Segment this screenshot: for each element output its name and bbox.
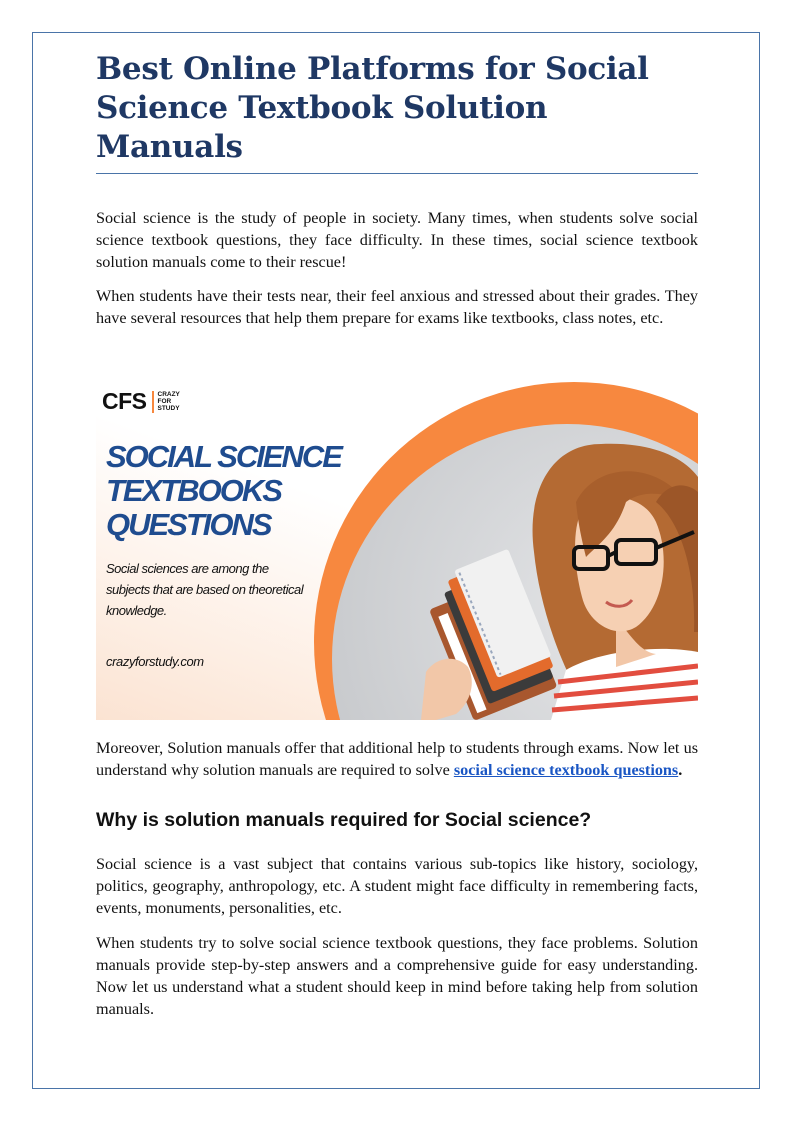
logo-word: FOR [157,398,172,405]
banner-heading-line: SOCIAL SCIENCE [106,439,341,474]
banner-heading-line: QUESTIONS [106,507,271,542]
logo-separator [152,391,154,413]
paragraph-with-link [96,737,698,781]
document-title: Best Online Platforms for Social Science Textbook Solution Manuals [96,50,698,174]
paragraph-period: . [678,761,683,779]
banner-heading-line: TEXTBOOKS [106,473,281,508]
logo-word: STUDY [157,405,180,412]
section-paragraph-2: When students try to solve social science textbook questions, they face problems. Solution manuals provide step-by-step answers and a comprehensive guide for easy understanding. Now let us understand what a student should keep in mind before taking help from solution manuals. [96,934,698,1018]
section-paragraph-1: Social science is a vast subject that contains various sub-topics like history, sociology, politics, geography, anthropology, etc. A student might face difficulty in remembering facts, events, monuments, personalities, etc. [96,855,698,917]
banner-subtext-line: Social sciences are among the [106,561,269,576]
banner-subtext [106,558,346,621]
logo-word: CRAZY [157,391,180,398]
crazyforstudy-logo [102,388,180,415]
social-science-questions-link[interactable]: social science textbook questions [453,761,679,779]
section-heading: Why is solution manuals required for Social science? [96,809,592,831]
intro-paragraph-1: Social science is the study of people in society. Many times, when students solve social science textbook questions, they face difficulty. In these times, social science textbook solution manuals come to their rescue! [96,209,698,271]
logo-words [158,391,180,412]
banner-subtext-line: knowledge. [106,603,167,618]
promo-banner-image [96,382,698,720]
logo-mark: CFS [102,388,147,414]
paragraph-text: Moreover, Solution manuals offer that additional help to students through exams. Now let us understand why solution manuals are required to solve [96,739,698,779]
student-with-books-illustration [96,382,698,720]
banner-heading [106,440,341,542]
document-content [96,50,698,1020]
banner-url: crazyforstudy.com [106,654,204,669]
intro-paragraph-2: When students have their tests near, their feel anxious and stressed about their grades. They have several resources that help them prepare for exams like textbooks, class notes, etc. [96,287,698,327]
banner-subtext-line: subjects that are based on theoretical [106,582,304,597]
